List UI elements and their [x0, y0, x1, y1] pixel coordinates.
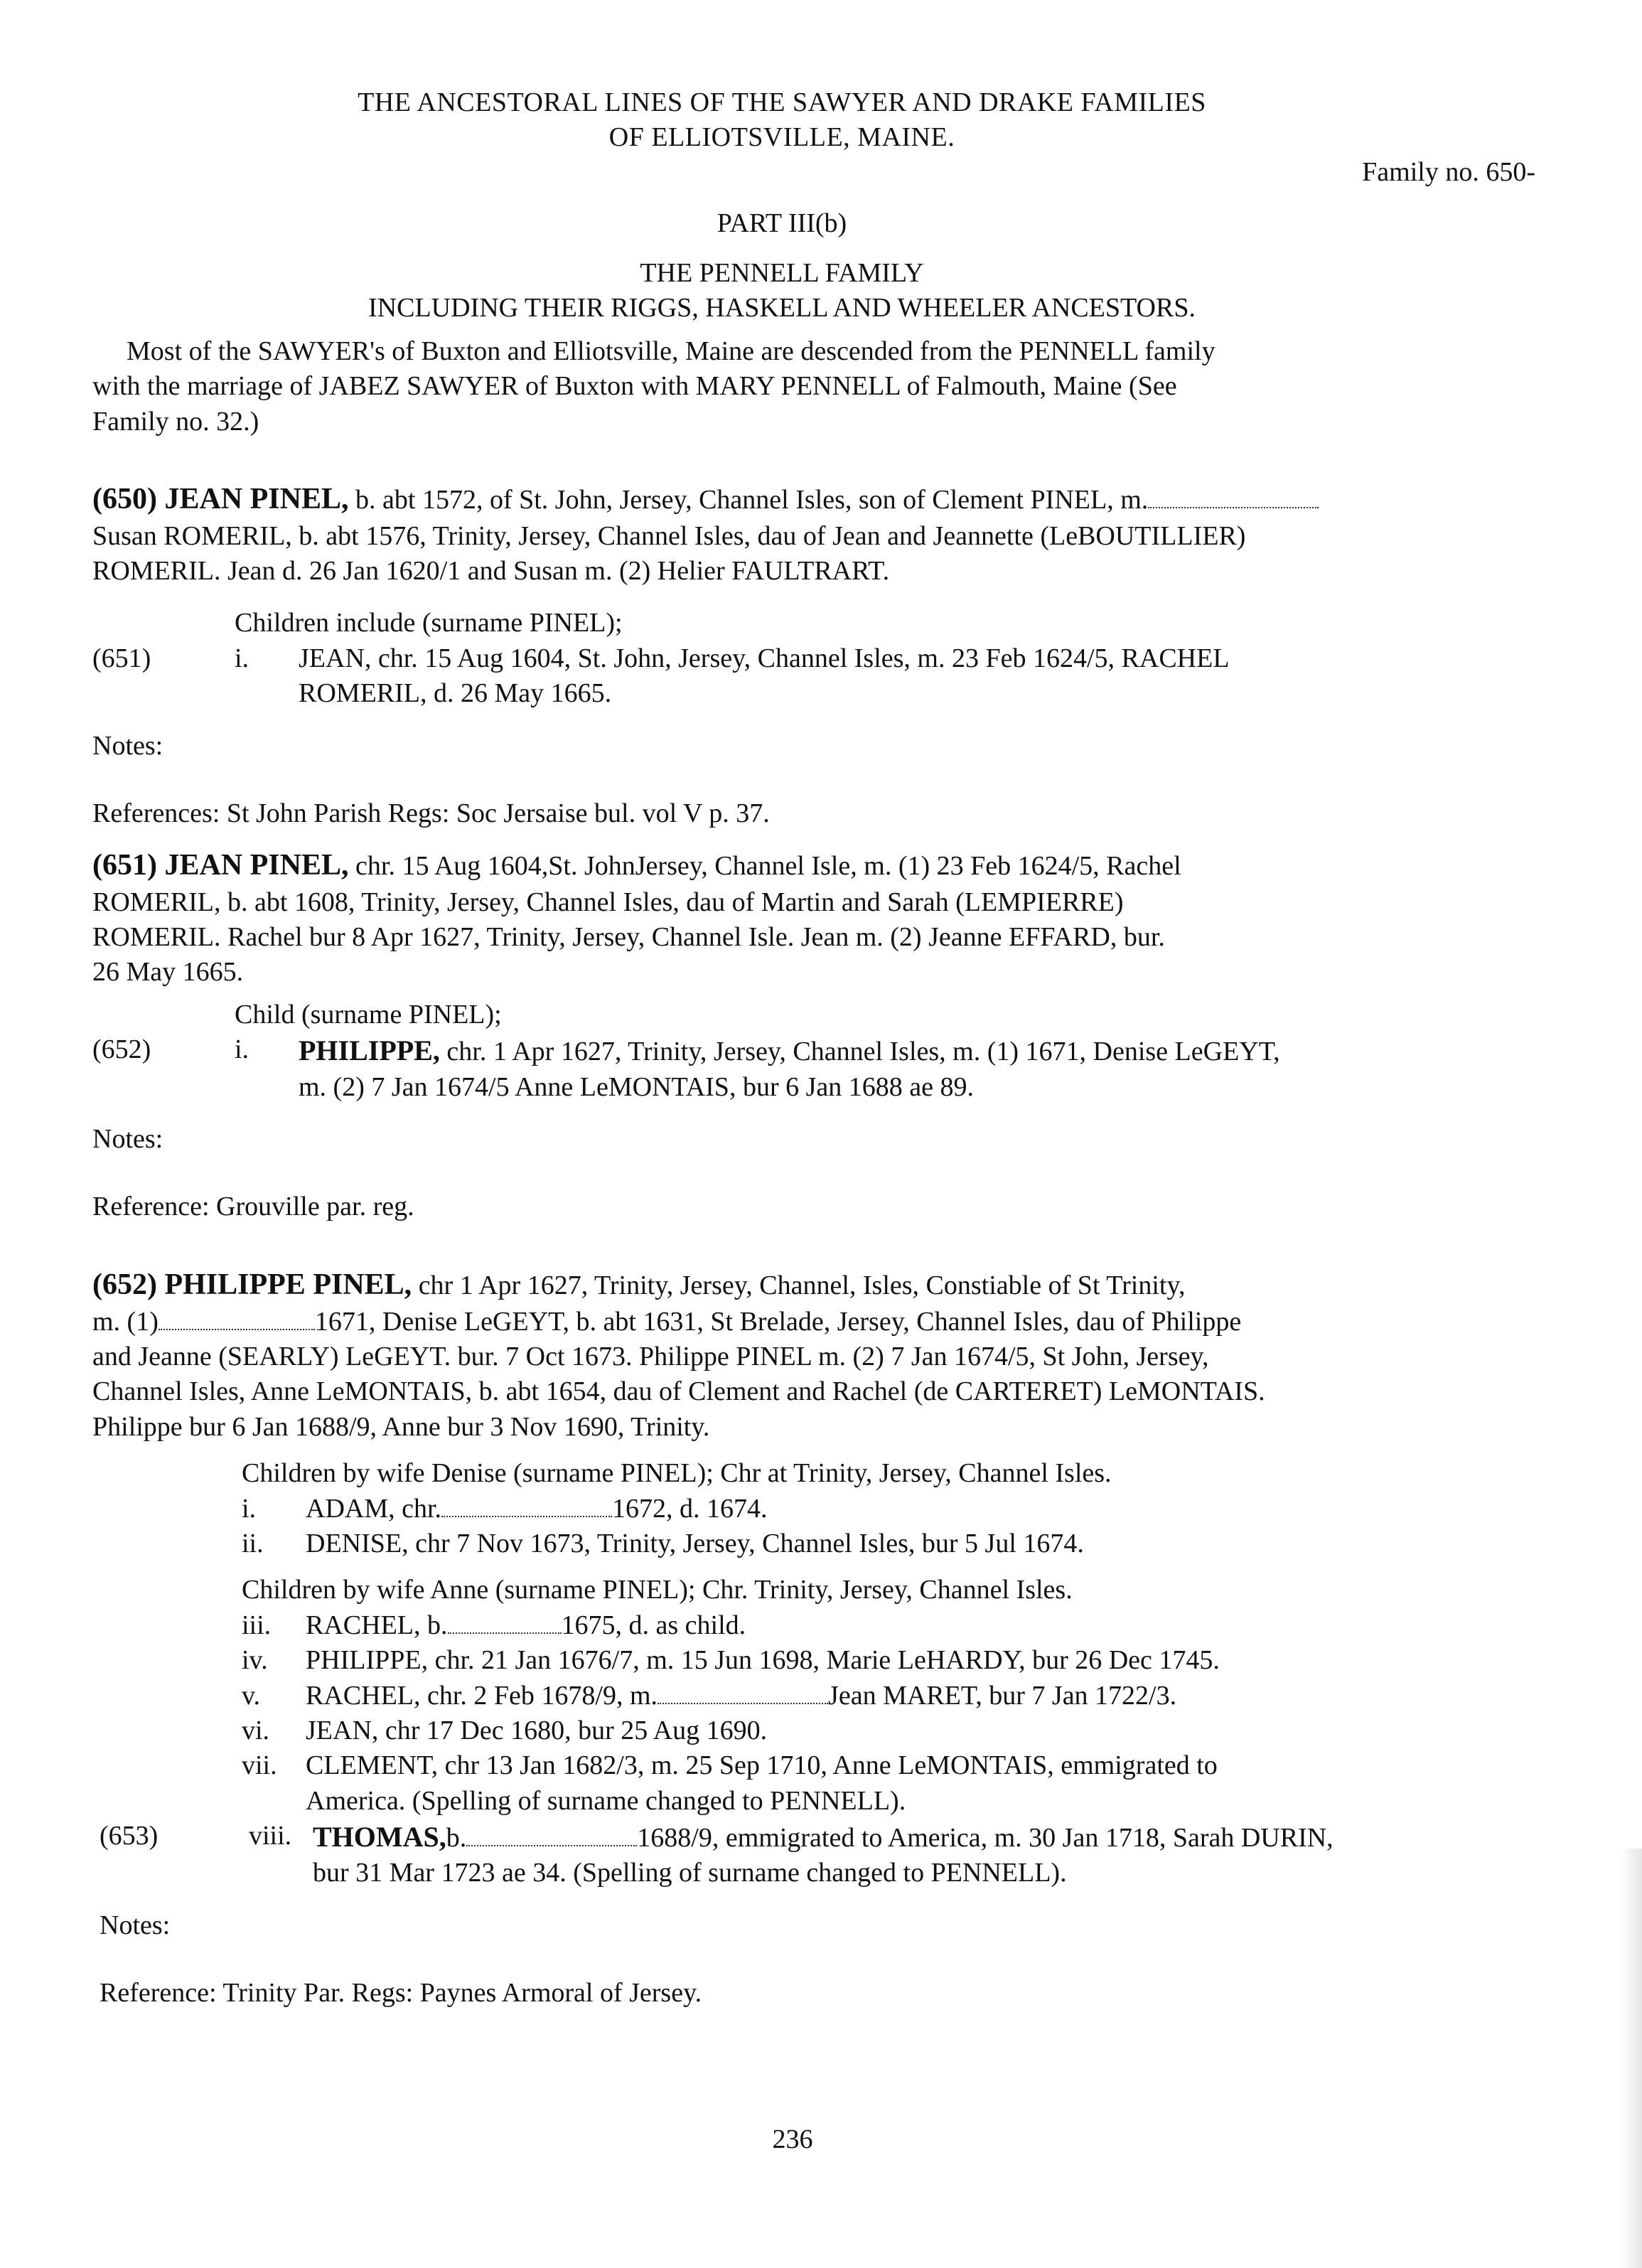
entry-651-line-2: ROMERIL, b. abt 1608, Trinity, Jersey, Channel Isles, dau of Martin and Sarah (LEMPIERRE) — [92, 887, 1124, 917]
intro-paragraph — [92, 334, 1557, 439]
blank-line — [1148, 486, 1319, 508]
child-text-line-2: m. (2) 7 Jan 1674/5 Anne LeMONTAIS, bur 6 Jan 1688 ae 89. — [299, 1071, 974, 1102]
child-num: ii. — [242, 1528, 264, 1558]
entry-650-line-1: (650) JEAN PINEL, b. abt 1572, of St. John, Jersey, Channel Isles, son of Clement PINEL, m. — [92, 480, 1599, 519]
entry-650-name: (650) JEAN PINEL, — [92, 483, 349, 515]
child-num: vi. — [242, 1715, 270, 1745]
entry-650-line-2: Susan ROMERIL, b. abt 1576, Trinity, Jersey, Channel Isles, dau of Jean and Jeannette (LeBOUTILLIER) — [92, 520, 1246, 551]
children-heading: Children include (surname PINEL); — [235, 608, 623, 638]
page-edge-shadow — [1621, 1849, 1642, 2268]
child-row: iii. RACHEL, b. 1675, d. as child. — [92, 1608, 1599, 1643]
entry-651-line-3: ROMERIL. Rachel bur 8 Apr 1627, Trinity, Jersey, Channel Isle. Jean m. (2) Jeanne EFFARD, bur. — [92, 921, 1165, 952]
child-row: v. RACHEL, chr. 2 Feb 1678/9, m. Jean MARET, bur 7 Jan 1722/3. — [92, 1679, 1599, 1713]
child-ref: (653) — [100, 1821, 159, 1851]
child-row — [92, 1032, 1599, 1105]
child-name: THOMAS, — [313, 1821, 446, 1854]
child-num: i. — [235, 643, 249, 673]
page-number: 236 — [772, 2124, 813, 2154]
family-number: Family no. 650- — [1362, 157, 1535, 187]
intro-line-1: Most of the SAWYER's of Buxton and Elliotsville, Maine are descended from the PENNELL family — [127, 336, 1216, 366]
blank-line — [159, 1307, 315, 1330]
child-text-line-2: ROMERIL, d. 26 May 1665. — [299, 678, 612, 709]
child-row: i. ADAM, chr. 1672, d. 1674. — [92, 1492, 1599, 1526]
entry-651-line-4: 26 May 1665. — [92, 957, 244, 988]
references: References: St John Parish Regs: Soc Jersaise bul. vol V p. 37. — [92, 798, 770, 828]
entry-652 — [92, 1266, 1599, 2011]
blank-line — [441, 1494, 612, 1517]
entry-652-name: (652) PHILIPPE PINEL, — [92, 1268, 412, 1301]
child-num: i. — [235, 1034, 249, 1065]
notes-label: Notes: — [92, 1123, 163, 1154]
child-row: (653) viii. THOMAS,b. 1688/9, emmigrated to America, m. 30 Jan 1718, Sarah DURIN, bur 31 Mar 1723 ae 34. (Spelling of surname changed to PENNELL). — [92, 1819, 1599, 1891]
child-num: iii. — [242, 1610, 272, 1640]
entry-650-line-3: ROMERIL. Jean d. 26 Jan 1620/1 and Susan m. (2) Helier FAULTRART. — [92, 555, 890, 586]
child-text-line-1: JEAN, chr. 15 Aug 1604, St. John, Jersey, Channel Isles, m. 23 Feb 1624/5, RACHEL — [299, 643, 1230, 673]
title-line-1: THE ANCESTORAL LINES OF THE SAWYER AND DRAKE FAMILIES — [358, 87, 1206, 117]
blank-line — [658, 1681, 828, 1704]
part-heading: PART III(b) — [717, 208, 847, 238]
child-num: vii. — [242, 1750, 277, 1781]
child-num: i. — [242, 1493, 257, 1524]
children-heading: Child (surname PINEL); — [235, 999, 502, 1029]
title-line-2: OF ELLIOTSVILLE, MAINE. — [608, 122, 955, 153]
blank-line — [448, 1611, 562, 1634]
child-row: vi. JEAN, chr 17 Dec 1680, bur 25 Aug 1690. — [92, 1713, 1599, 1748]
subtitle-line-1: THE PENNELL FAMILY — [640, 258, 924, 288]
child-row: iv. PHILIPPE, chr. 21 Jan 1676/7, m. 15 Jun 1698, Marie LeHARDY, bur 26 Dec 1745. — [92, 1643, 1599, 1678]
entry-650 — [92, 480, 1599, 831]
entry-652-line-5: Philippe bur 6 Jan 1688/9, Anne bur 3 Nov 1690, Trinity. — [92, 1411, 710, 1442]
child-ref: (651) — [92, 643, 151, 673]
entry-651-line-1: (651) JEAN PINEL, chr. 15 Aug 1604,St. JohnJersey, Channel Isle, m. (1) 23 Feb 1624/5, Rachel — [92, 849, 1181, 882]
notes-label: Notes: — [92, 730, 163, 761]
child-row — [92, 641, 1599, 712]
intro-line-3: Family no. 32.) — [92, 406, 259, 437]
subtitle-line-2: INCLUDING THEIR RIGGS, HASKELL AND WHEELER ANCESTORS. — [368, 293, 1196, 323]
children-heading-denise: Children by wife Denise (surname PINEL); Chr at Trinity, Jersey, Channel Isles. — [242, 1458, 1112, 1489]
entry-651-name: (651) JEAN PINEL, — [92, 849, 349, 882]
references: Reference: Trinity Par. Regs: Paynes Armoral of Jersey. — [100, 1978, 702, 2008]
child-text-line-1: PHILIPPE, chr. 1 Apr 1627, Trinity, Jersey, Channel Isles, m. (1) 1671, Denise LeGEYT, — [299, 1034, 1280, 1067]
child-num: viii. — [249, 1821, 292, 1851]
intro-line-2: with the marriage of JABEZ SAWYER of Buxton with MARY PENNELL of Falmouth, Maine (See — [92, 371, 1177, 402]
references: Reference: Grouville par. reg. — [92, 1192, 414, 1222]
children-heading-anne: Children by wife Anne (surname PINEL); Chr. Trinity, Jersey, Channel Isles. — [242, 1575, 1073, 1605]
entry-652-line-3: and Jeanne (SEARLY) LeGEYT. bur. 7 Oct 1673. Philippe PINEL m. (2) 7 Jan 1674/5, St John, Jersey, — [92, 1341, 1209, 1371]
child-name: PHILIPPE, — [299, 1034, 440, 1067]
entry-651 — [92, 846, 1599, 1225]
child-num: iv. — [242, 1645, 268, 1676]
child-num: v. — [242, 1680, 261, 1711]
entry-652-line-2: m. (1) 1671, Denise LeGEYT, b. abt 1631, St Brelade, Jersey, Channel Isles, dau of Philippe — [92, 1306, 1242, 1337]
document-title — [0, 85, 1564, 156]
child-row: vii. CLEMENT, chr 13 Jan 1682/3, m. 25 Sep 1710, Anne LeMONTAIS, emmigrated to America. (Spelling of surname changed to PENNELL). — [92, 1748, 1599, 1819]
child-ref: (652) — [92, 1034, 151, 1065]
notes-label: Notes: — [100, 1910, 171, 1940]
blank-line — [466, 1824, 637, 1846]
child-row: ii. DENISE, chr 7 Nov 1673, Trinity, Jersey, Channel Isles, bur 5 Jul 1674. — [92, 1526, 1599, 1561]
section-subtitle — [0, 256, 1564, 326]
entry-652-line-1: (652) PHILIPPE PINEL, chr 1 Apr 1627, Trinity, Jersey, Channel, Isles, Constiable of St Trinity, — [92, 1268, 1186, 1301]
entry-652-line-4: Channel Isles, Anne LeMONTAIS, b. abt 1654, dau of Clement and Rachel (de CARTERET) LeMONTAIS. — [92, 1376, 1265, 1407]
